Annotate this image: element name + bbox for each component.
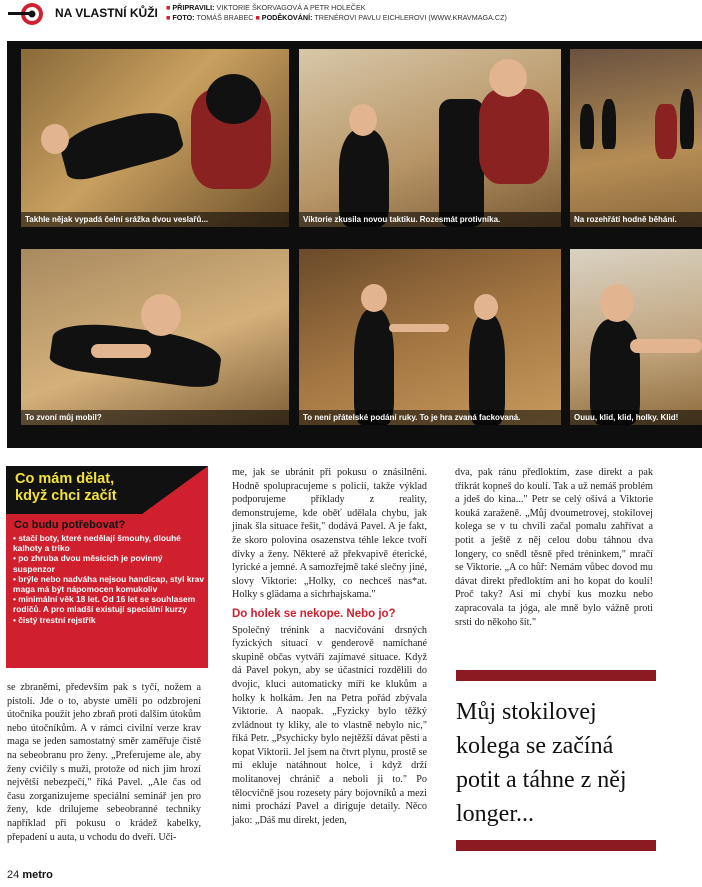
photo-2: [299, 49, 561, 227]
article-column-3: dva, pak ránu předloktím, zase direkt a pak třikrát kopneš do koulí. Tak a už nemáš problém a jdeš do kina..." Petr se celý ošívá a Viktorie kouká zaraženě. „Můj dvoumetrovej, stokilovej kolega se v tu chvíli začal pomalu zahřívat a potit a ještě z něj celou dobu táhnou dva longery, co snědl těsně před tréninkem," mračí se Viktorie. „A co hůř: Nemám vůbec dovod mu dávat direkt předloktím ani ho kopat do koulí! Proč taky? Asi mi chybí kus mozku nebo zapracovala ta jóga, ale mně bylo vážně proti srsti do někoho šít.": [455, 467, 653, 628]
section-title: NA VLASTNÍ KŮŽI: [55, 6, 158, 20]
sidebar-subtitle: Co budu potřebovat?: [14, 519, 126, 531]
quote-bar-top: [456, 670, 656, 681]
target-logo-icon: [6, 2, 46, 26]
list-item: • minimální věk 18 let. Od 16 let se souhlasem rodičů. A pro mladší existují speciální kurzy: [13, 594, 205, 614]
brand-logo: metro: [22, 869, 53, 881]
photo-caption: Takhle nějak vypadá čelní srážka dvou veslařů...: [25, 215, 209, 224]
pull-quote: Můj stokilovej kolega se začíná potit a táhne z něj longer...: [456, 699, 627, 827]
photo-caption: Na rozehřátí hodně běhání.: [574, 215, 677, 224]
photo-3: [570, 49, 702, 227]
photo-caption: Ouuu, klid, klid, holky. Klid!: [574, 413, 679, 422]
credits: ■ PŘIPRAVILI: VIKTORIE ŠKORVAGOVÁ A PETR HOLEČEK ■ FOTO: TOMÁŠ BRABEC ■ PODĚKOVÁNÍ: TRENÉROVI PAVLU EICHLEROVI (WWW.KRAVMAGA.CZ): [166, 3, 507, 22]
photo-1: [21, 49, 289, 227]
quote-bar-bottom: [456, 840, 656, 851]
list-item: • čistý trestní rejstřík: [13, 615, 205, 625]
sidebar-list: [13, 533, 205, 625]
photo-5: [299, 249, 561, 425]
article-column-2: me, jak se ubránit při pokusu o znásilnění. Hodně spolupracujeme s policií, takže výklad podporujeme příklady z reality, demonstrujeme, kde oběť udělala chybu, jak jinak šla situace řešit," dodává Pavel. A je fakt, že skoro polovina osazenstva téhle lekce tvoří dívky a ženy. Některé až překvapivě éterické, lyrické a jemné. A samozřejmě také slečny jiné, slovy Viktorie: „Holky, co nechceš nas*at. Holky s glädama a sichrhajskama." Do holek se nekope. Nebo jo? Společný trénink a nacvičování drsných fyzických situací v genderově namíchané skupině občas vytváří zajímavé situace. Když dá Pavel pokyn, aby se účastníci rozdělili do dvojic, kluci automaticky míří ke klukům a holky k holkám. Jen na Petra pořád zbývala Viktorie. A naopak. „Fyzicky bylo těžký zvládnout ty kliky, ale to vlastně nebylo nic," říká Petr. „Psychicky bylo nejtěžší dávat pěsti a kopat Viktorii. Jel jsem na čtvrt plynu, prostě se mi ekluje natáhnout holce, i když drží molitanovej chránič a neboli ji to." Po tělocvičně jsou rozesety páry bojovníků a mezi nimi prochází Pavel a diriguje detaily. Něco jako: „Dáš mu direkt, jeden,: [232, 467, 427, 826]
page-footer: [7, 869, 53, 881]
list-item: • stačí boty, které nedělají šmouhy, dlouhé kalhoty a triko: [13, 533, 205, 553]
article-column-1: se zbraněmi, především pak s tyčí, nožem a pistolí. Jde o to, abyste uměli po odzbrojení útočníka použít jeho zbraň proti dalším útokům nebo útočníkům. A v rámci civilní verze krav maga se jeden samostatný směr zaměřuje čistě na sebeobranu pro ženy. „Preferujeme ale, aby ženy cvičily s muži, protože od nich jim hrozí největší nebezpečí," říká Pavel. „Ale čas od času zorganizujeme speciální seminář jen pro ženy, kde drilujeme sebeobranné techniky například při pokusu o krádež kabelky, přepadení u auta, u vchodu do dveří. Uči-: [7, 682, 201, 843]
list-item: • po zhruba dvou měsících je povinný suspenzor: [13, 553, 205, 573]
page-number: 24: [7, 869, 20, 881]
photo-caption: Viktorie zkusila novou taktiku. Rozesmát protivníka.: [303, 215, 501, 224]
article-subhead: Do holek se nekope. Nebo jo?: [232, 607, 396, 620]
list-item: • brýle nebo nadváha nejsou handicap, styl krav maga má být nápomocen komukoliv: [13, 574, 205, 594]
photo-4: [21, 249, 289, 425]
sidebar-header-corner: [142, 466, 208, 514]
photo-caption: To není přátelské podání ruky. To je hra zvaná fackovaná.: [303, 413, 521, 422]
photo-strip: [7, 41, 702, 448]
photo-caption: To zvoní můj mobil?: [25, 413, 102, 422]
photo-6: [570, 249, 702, 425]
sidebar-title: Co mám dělat, když chci začít: [15, 471, 117, 504]
